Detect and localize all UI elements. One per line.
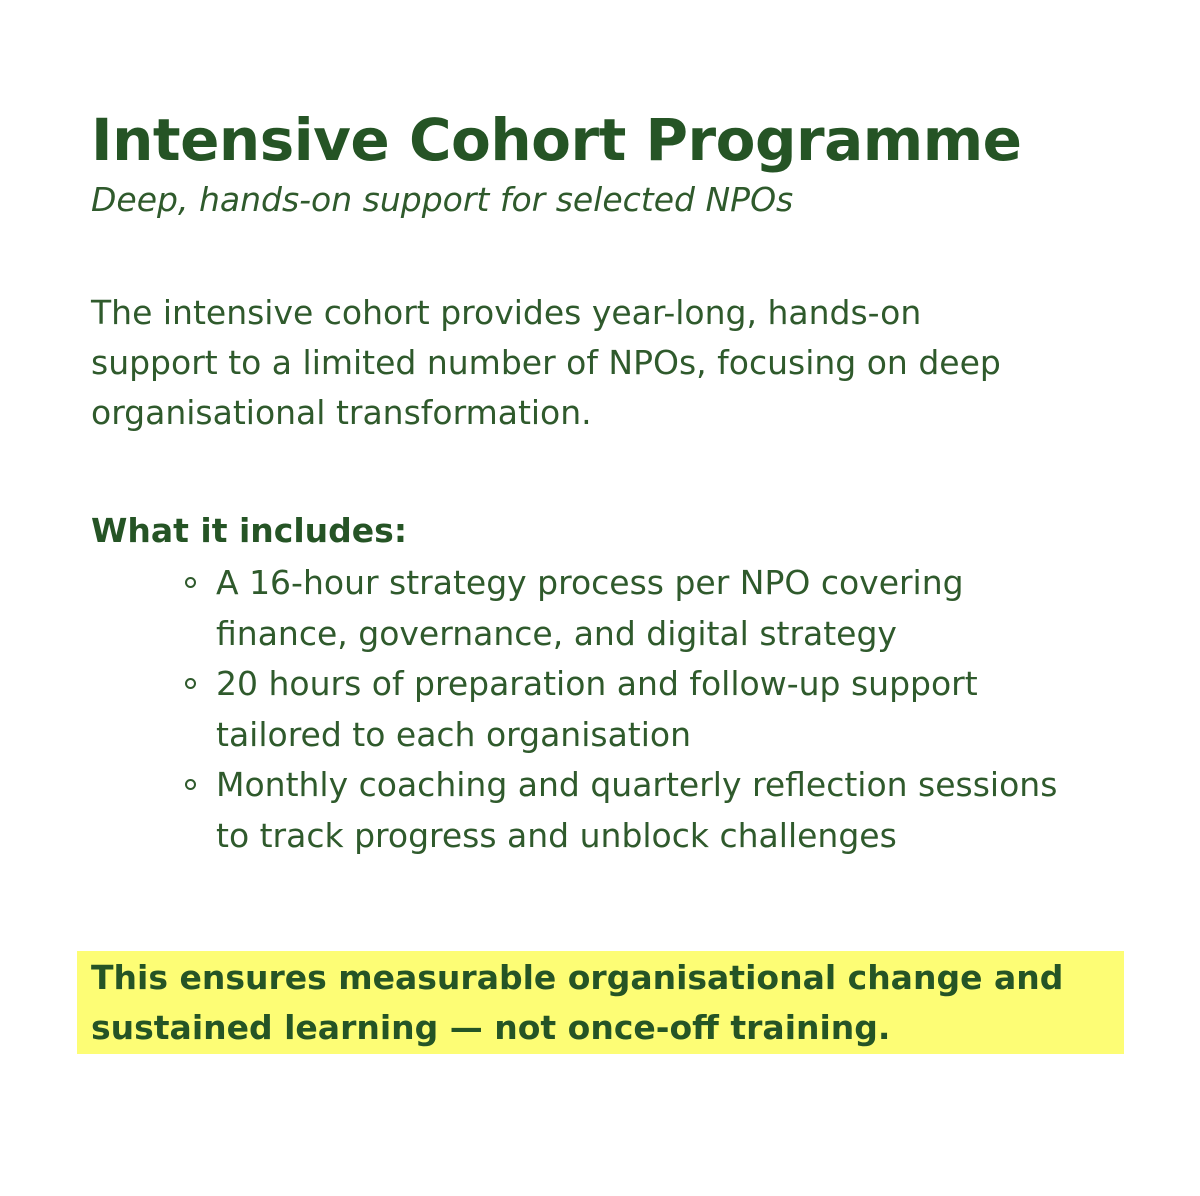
- list-item-text: Monthly coaching and quarterly reflection sessions to track progress and unblock challenges: [216, 765, 1058, 855]
- circle-bullet-icon: [185, 678, 196, 689]
- page-subtitle: Deep, hands-on support for selected NPOs: [91, 180, 794, 219]
- list-item: [216, 659, 1096, 760]
- includes-list: [91, 558, 1131, 861]
- intro-paragraph: The intensive cohort provides year-long, hands-on support to a limited number of NPOs, focusing on deep organisational transformation.: [91, 293, 1001, 432]
- circle-bullet-icon: [185, 779, 196, 790]
- list-item: [216, 760, 1096, 861]
- includes-heading: What it includes:: [91, 511, 408, 550]
- content: [91, 98, 1131, 861]
- callout-text: This ensures measurable organisational change and sustained learning — not once-off training.: [91, 958, 1064, 1047]
- list-item-text: A 16-hour strategy process per NPO covering finance, governance, and digital strategy: [216, 563, 964, 653]
- list-item: [216, 558, 1096, 659]
- highlight-callout: [77, 951, 1124, 1054]
- circle-bullet-icon: [185, 577, 196, 588]
- list-item-text: 20 hours of preparation and follow-up support tailored to each organisation: [216, 664, 978, 754]
- page-title: Intensive Cohort Programme: [91, 106, 1022, 174]
